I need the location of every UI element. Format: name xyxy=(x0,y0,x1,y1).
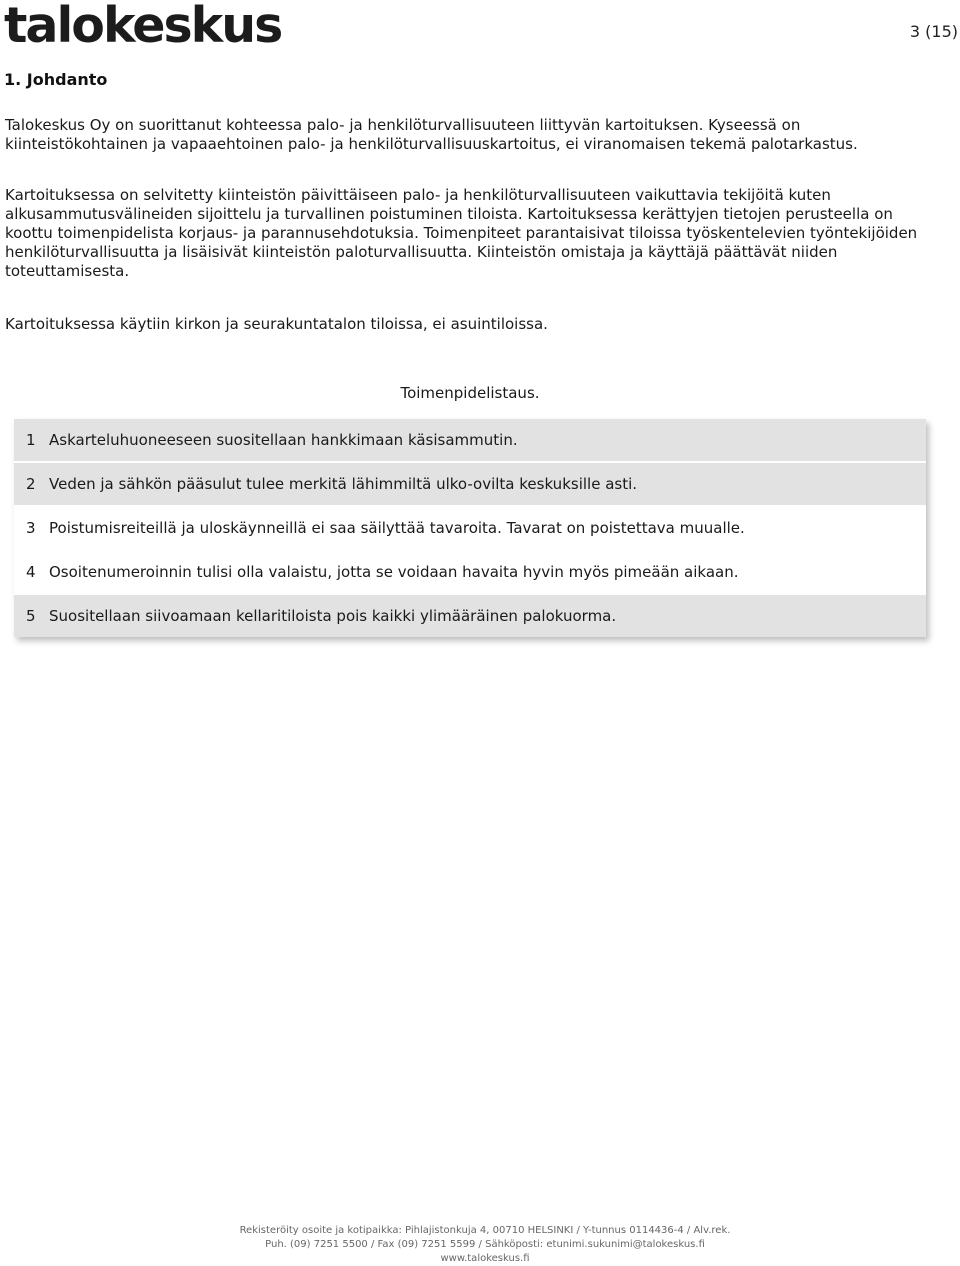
row-text: Osoitenumeroinnin tulisi olla valaistu, jotta se voidaan havaita hyvin myös pimeään aikaan. xyxy=(49,562,739,581)
table-row xyxy=(14,419,926,463)
row-number: 2 xyxy=(26,474,36,493)
scope-paragraph: Kartoituksessa käytiin kirkon ja seurakuntatalon tiloissa, ei asuintiloissa. xyxy=(5,315,548,333)
table-row xyxy=(14,507,926,551)
row-text: Suositellaan siivoamaan kellaritiloista pois kaikki ylimääräinen palokuorma. xyxy=(49,606,617,625)
row-number: 4 xyxy=(26,562,36,581)
row-number: 5 xyxy=(26,606,36,625)
company-logo: talokeskus xyxy=(4,0,282,54)
row-text: Poistumisreiteillä ja uloskäynneillä ei saa säilyttää tavaroita. Tavarat on poistettava muualle. xyxy=(49,518,745,537)
table-row xyxy=(14,551,926,595)
table-row xyxy=(14,595,926,637)
section-title: 1. Johdanto xyxy=(4,70,108,89)
row-number: 1 xyxy=(26,430,36,449)
page-number: 3 (15) xyxy=(909,22,958,41)
survey-paragraph: Kartoituksessa on selvitetty kiinteistön päivittäiseen palo- ja henkilöturvallisuuteen vaikuttavia tekijöitä kuten alkusammutusvälineiden sijoittelu ja turvallinen poistuminen tiloista. Kartoituksessa kerättyjen tietojen perusteella on koottu toimenpidelista korjaus- ja parannusehdotuksia. Toimenpiteet parantaisivat tiloissa työskentelevien työntekijöiden henkilöturvallisuutta ja lisäisivät kiinteistön paloturvallisuutta. Kiinteistön omistaja ja käyttäjä päättävät niiden toteuttamisesta. xyxy=(5,186,918,280)
footer-address: Rekisteröity osoite ja kotipaikka: Pihlajistonkuja 4, 00710 HELSINKI / Y-tunnus 0114436-4 / Alv.rek. xyxy=(239,1225,731,1236)
page-footer xyxy=(0,1224,960,1266)
footer-website: www.talokeskus.fi xyxy=(440,1253,530,1264)
table-caption: Toimenpidelistaus. xyxy=(400,384,540,402)
intro-paragraph: Talokeskus Oy on suorittanut kohteessa palo- ja henkilöturvallisuuteen liittyvän kartoituksen. Kyseessä on kiinteistökohtainen ja vapaaehtoinen palo- ja henkilöturvallisuuskartoitus, ei viranomaisen tekemä palotarkastus. xyxy=(5,116,858,153)
action-list-table xyxy=(14,419,926,637)
table-row xyxy=(14,463,926,507)
footer-contact: Puh. (09) 7251 5500 / Fax (09) 7251 5599 / Sähköposti: etunimi.sukunimi@talokeskus.fi xyxy=(265,1239,705,1250)
row-text: Askarteluhuoneeseen suositellaan hankkimaan käsisammutin. xyxy=(49,430,518,449)
row-text: Veden ja sähkön pääsulut tulee merkitä lähimmiltä ulko-ovilta keskuksille asti. xyxy=(49,474,638,493)
row-number: 3 xyxy=(26,518,36,537)
